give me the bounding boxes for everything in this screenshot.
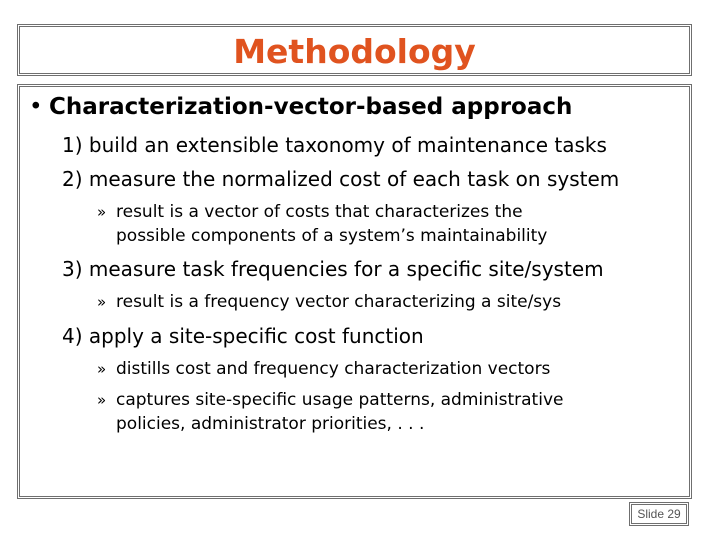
sub-bullet-icon: »	[97, 360, 107, 378]
main-bullet-text: Characterization-vector-based approach	[49, 94, 573, 120]
step-3: 3) measure task frequencies for a specific site/system	[62, 257, 604, 281]
step-1: 1) build an extensible taxonomy of maintenance tasks	[62, 133, 607, 157]
step-4-detail-2	[97, 388, 563, 412]
main-bullet	[29, 91, 572, 123]
step-3-detail	[97, 290, 561, 314]
step-4-detail-1-text: distills cost and frequency characterization vectors	[116, 359, 551, 379]
sub-bullet-icon: »	[97, 203, 107, 221]
step-4-detail-2-text: captures site-specific usage patterns, administrative	[116, 390, 564, 410]
bullet-icon: •	[29, 94, 43, 120]
step-2-detail-text: result is a vector of costs that characterizes the	[116, 202, 523, 222]
step-4-detail-2-continuation: policies, administrator priorities, . . .	[116, 414, 425, 434]
step-4-detail-1	[97, 357, 550, 381]
sub-bullet-icon: »	[97, 293, 107, 311]
sub-bullet-icon: »	[97, 391, 107, 409]
slide-title: Methodology	[233, 32, 476, 71]
step-2-detail-continuation: possible components of a system’s maintainability	[116, 226, 548, 246]
step-2-detail	[97, 200, 523, 224]
step-3-detail-text: result is a frequency vector characterizing a site/sys	[116, 292, 562, 312]
step-4: 4) apply a site-specific cost function	[62, 324, 424, 348]
title-frame	[17, 24, 692, 76]
step-2: 2) measure the normalized cost of each task on system	[62, 167, 620, 191]
slide-number: Slide 29	[629, 502, 689, 526]
